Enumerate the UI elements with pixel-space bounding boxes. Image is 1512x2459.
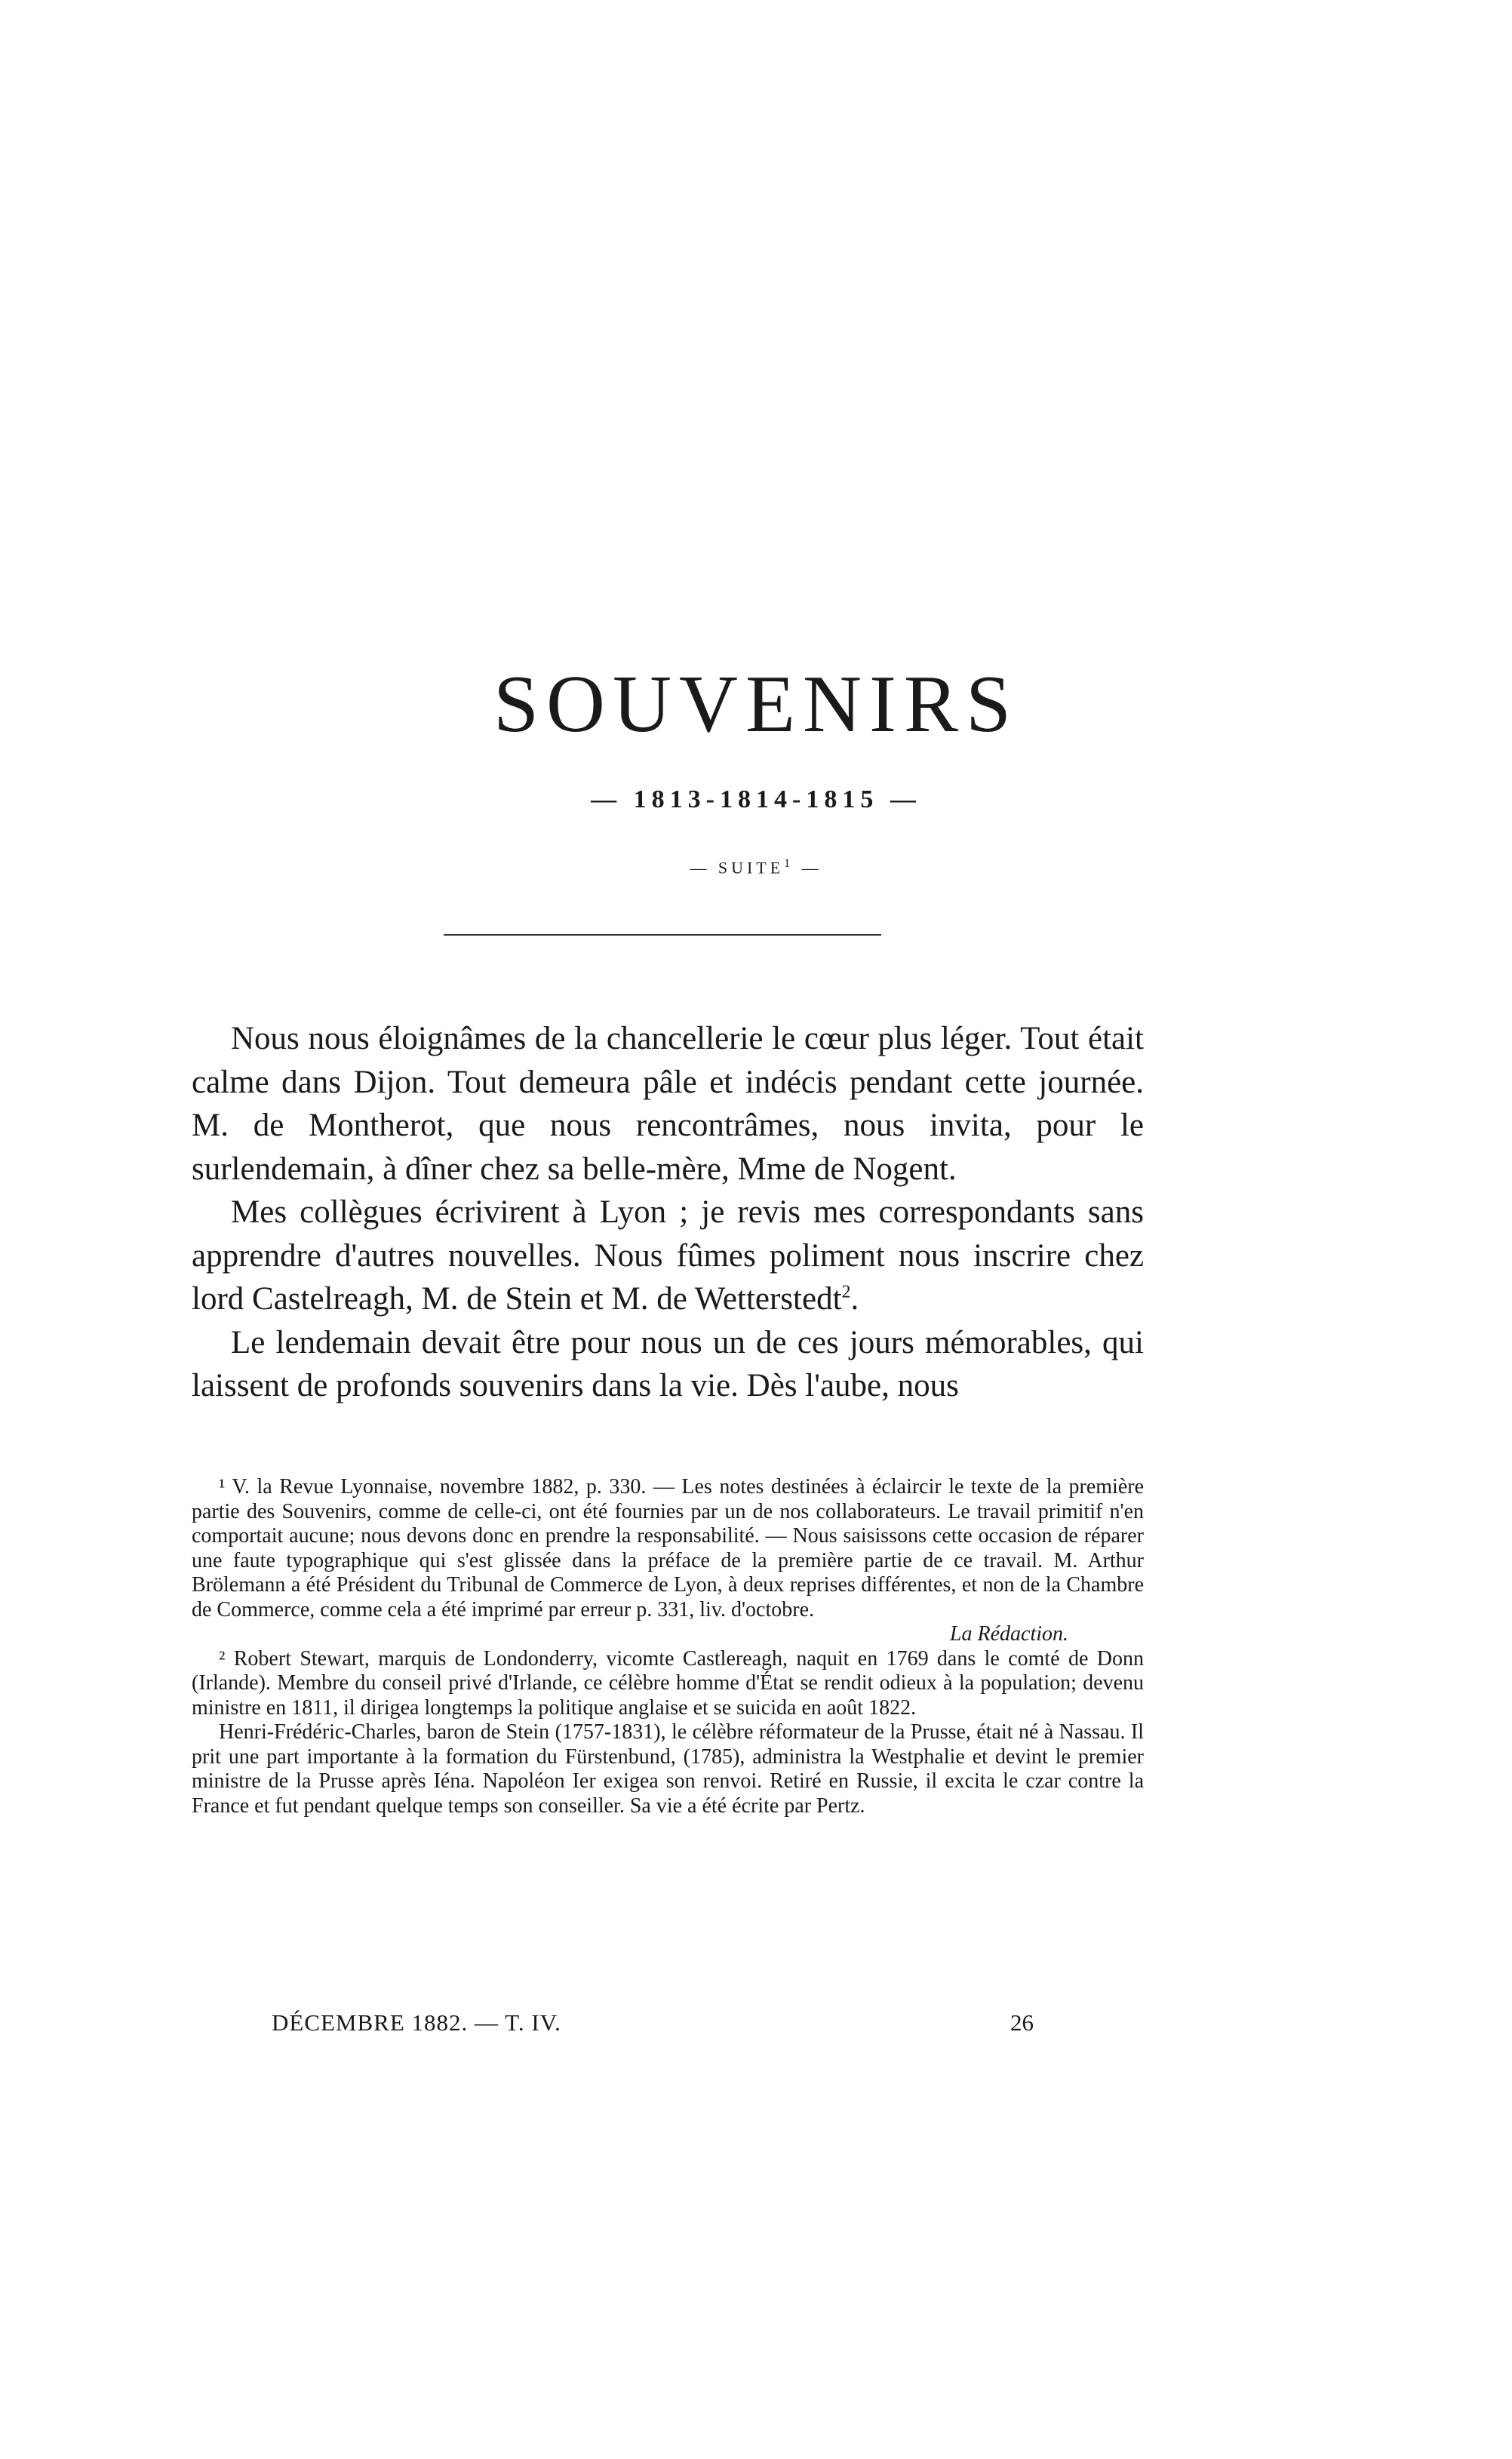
suite-label bbox=[0, 858, 1512, 876]
footer-issue: DÉCEMBRE 1882. — T. IV. bbox=[272, 2009, 561, 2036]
footnote-1: ¹ V. la Revue Lyonnaise, novembre 1882, p. 330. — Les notes destinées à éclaircir le texte de la première partie des Souvenirs, comme de celle-ci, ont été fournies par un de nos collaborateurs. Le travail primitif n'en comportait aucune; nous devons donc en prendre la responsabilité. — Nous saisissons cette occasion de réparer une faute typographique qui s'est glissée dans la préface de la première partie de ce travail. M. Arthur Brölemann a été Président du Tribunal de Commerce de Lyon, à deux reprises différentes, et non de la Chambre de Commerce, comme cela a été imprimé par erreur p. 331, liv. d'octobre. bbox=[192, 1475, 1144, 1621]
suite-footnote-ref: 1 bbox=[784, 857, 794, 870]
footnotes bbox=[192, 1475, 1144, 1818]
footnote-ref: 2 bbox=[841, 1282, 851, 1302]
paragraph bbox=[192, 1191, 1144, 1321]
body-text bbox=[192, 1017, 1144, 1408]
years-subtitle: — 1813-1814-1815 — bbox=[591, 785, 921, 813]
paragraph-text: Mes collègues écrivirent à Lyon ; je revis mes correspondants sans apprendre d'autres nouvelles. Nous fûmes poliment nous inscrire chez lord Castelreagh, M. de Stein et M. de Wetterstedt bbox=[192, 1194, 1144, 1317]
footnote-2: ² Robert Stewart, marquis de Londonderry, vicomte Castlereagh, naquit en 1769 dans le comté de Donn (Irlande). Membre du conseil privé d'Irlande, ce célèbre homme d'État se rendit odieux à la population; devenu ministre en 1811, il dirigea longtemps la politique anglaise et se suicida en août 1822. bbox=[192, 1646, 1144, 1720]
footnote-1-signature: La Rédaction. bbox=[949, 1622, 1068, 1646]
suite-end: — bbox=[794, 858, 822, 878]
paragraph: Nous nous éloignâmes de la chancellerie le cœur plus léger. Tout était calme dans Dijon. Tout demeura pâle et indécis pendant cette journée. M. de Montherot, que nous rencontrâmes, nous invita, pour le surlendemain, à dîner chez sa belle-mère, Mme de Nogent. bbox=[192, 1021, 1144, 1187]
footnote-2-continued: Henri-Frédéric-Charles, baron de Stein (1757-1831), le célèbre réformateur de la Prusse, était né à Nassau. Il prit une part importante à la formation du Fürstenbund, (1785), administra la Westphalie et devint le premier ministre de la Prusse après Iéna. Napoléon Ier exigea son renvoi. Retiré en Russie, il excita le czar contre la France et fut pendant quelque temps son conseiller. Sa vie a été écrite par Pertz. bbox=[192, 1720, 1144, 1818]
page-number: 26 bbox=[1010, 2009, 1034, 2036]
suite-text: — SUITE bbox=[690, 858, 785, 878]
title-divider bbox=[444, 934, 881, 936]
paragraph-end: . bbox=[850, 1281, 859, 1317]
page-title: SOUVENIRS bbox=[493, 659, 1019, 749]
paragraph: Le lendemain devait être pour nous un de ces jours mémorables, qui laissent de profonds souvenirs dans la vie. Dès l'aube, nous bbox=[192, 1324, 1144, 1403]
